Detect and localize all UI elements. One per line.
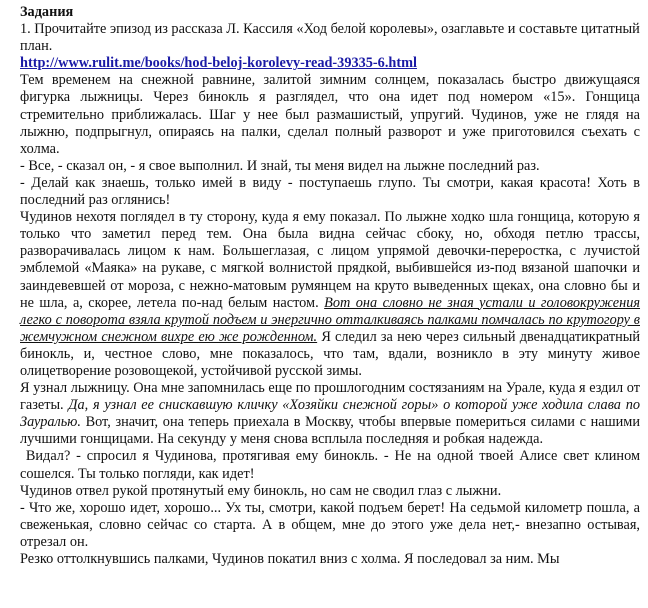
paragraph-8: - Что же, хорошо идет, хорошо... Ух ты, смотри, какой подъем берет! На седьмой километр пошла, а свеженькая, словно сейчас со старта. А в общем, мне до этого уже дела нет,- внезапно остывая, отрезал он.	[20, 499, 640, 550]
paragraph-9: Резко оттолкнувшись палками, Чудинов покатил вниз с холма. Я последовал за ним. Мы	[20, 551, 560, 567]
document-page	[20, 4, 644, 568]
paragraph-6: Видал? - спросил я Чудинова, протягивая ему бинокль. - Не на одной твоей Алисе свет клином сошелся. Ты только погляди, как идет!	[20, 448, 644, 482]
paragraph-7: Чудинов отвел рукой протянутый ему бинокль, но сам не сводил глаз с лыжни.	[20, 482, 502, 499]
paragraph-4-end: Я следил за нею через сильный двенадцатикратный бинокль, и, честное слово, мне показалось, что там, вдали, возникло в эту минуту живое олицетворение розовощекой, устойчивой русской зимы.	[20, 328, 640, 379]
source-link[interactable]: http://www.rulit.me/books/hod-beloj-korolevy-read-39335-6.html	[20, 55, 418, 72]
task-instruction: 1. Прочитайте эпизод из рассказа Л. Кассиля «Ход белой королевы», озаглавьте и составьте цитатный план.	[20, 21, 640, 55]
paragraph-3: - Делай как знаешь, только имей в виду - поступаешь глупо. Ты смотри, какая красота! Хоть в последний раз оглянись!	[20, 174, 640, 209]
paragraph-5	[20, 380, 640, 448]
paragraph-5-end: Вот, значит, она теперь приехала в Москву, чтобы впервые помериться силами с нашими лучшими гонщицами. На секунду у меня снова всплыла последняя и робкая надежда.	[20, 414, 640, 448]
heading: Задания	[20, 4, 74, 20]
paragraph-5-text: Я узнал лыжницу. Она мне запомнилась еще по прошлогодним состязаниям на Урале, куда я ездил от газеты.	[20, 380, 640, 414]
paragraph-1: Тем временем на снежной равнине, залитой зимним солнцем, показалась быстро движущаяся фигурка лыжницы. Через бинокль я разглядел, что она идет под номером «15». Гонщица стремительно приближалась. Шаг у нее был размашистый, упругий. Чудинов, уже не глядя на лыжню, подпрыгнул, опираясь на палки, сделал полный разворот и уже приготовился съехать с холма.	[20, 72, 640, 157]
underlined-quote: Вот она словно не зная устали и головокружения легко с поворота взяла крутой подъем и энергично отталкиваясь палками помчалась по крутогору в жемчужном снежном вихре ею же рожденном.	[20, 294, 641, 345]
paragraph-2: - Все, - сказал он, - я свое выполнил. И знай, ты меня видел на лыжне последний раз.	[20, 157, 540, 174]
paragraph-4-text: Чудинов нехотя поглядел в ту сторону, куда я ему показал. По лыжне ходко шла гонщица, которую я только что заметил перед тем. Она была видна сейчас сбоку, но, обходя петлю трассы, разворачивалась лицом к нам. Большеглазая, с лицом упрямой девочки-переростка, с лучистой эмблемой «Маяка» на рукаве, с мягкой волнистой прядкой, выбившейся из-под вязаной шапочки и заиндевевшей от мороза, с нежно-матовым румянцем на круто выведенных щеках, она словно бы и не шла, а, скорее, летела по-над белым настом.	[20, 209, 640, 311]
italic-quote: Да, я узнал ее снискавшую кличку «Хозяйки снежной горы» о которой уже ходила слава по Зауралью.	[20, 397, 640, 431]
paragraph-4	[20, 209, 640, 380]
